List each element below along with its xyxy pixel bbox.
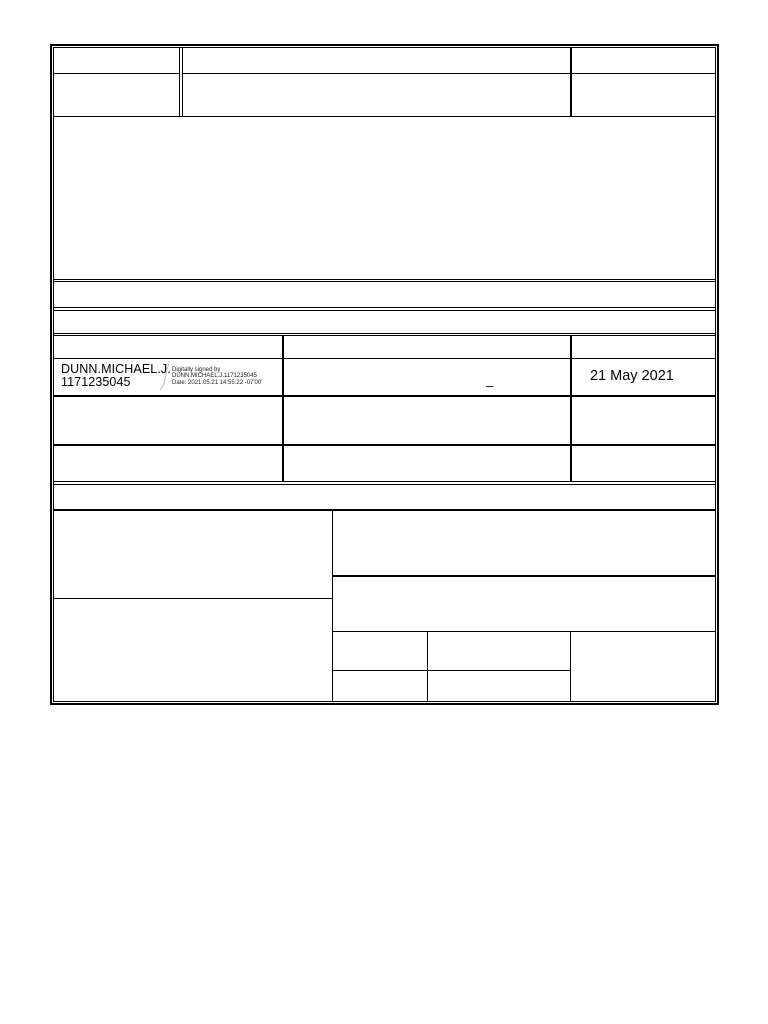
signature-details-line2: DUNN.MICHAEL.J.1171235045	[172, 373, 257, 380]
section-bar-1	[53, 281, 716, 308]
signature-details-line3: Date: 2021.05.21 14:55:22 -07'00'	[172, 379, 263, 386]
row-a-left	[53, 396, 283, 445]
bottom-right-upper	[332, 510, 716, 576]
field-cell-left	[53, 73, 180, 117]
row-a-right	[571, 396, 716, 445]
row-b-middle	[283, 445, 571, 482]
row-a-middle	[283, 396, 571, 445]
bottom-grid-cell-1	[332, 631, 428, 671]
large-text-area	[53, 116, 716, 280]
signature-name-line1: DUNN.MICHAEL.J.	[61, 362, 171, 376]
title-cell-text: –	[486, 378, 494, 393]
bottom-left-upper	[53, 510, 333, 599]
signature-header-cell	[53, 335, 283, 359]
title-cell	[283, 358, 571, 396]
signature-name-line2: 1171235045	[61, 375, 131, 389]
bottom-right-middle	[332, 576, 716, 632]
row-b-left	[53, 445, 283, 482]
row-b-right	[571, 445, 716, 482]
signature-details-line1: Digitally signed by	[172, 367, 221, 373]
signature-date: 21 May 2021	[590, 368, 674, 384]
bottom-grid-cell-3	[332, 670, 428, 702]
header-cell-middle	[182, 47, 571, 74]
bottom-grid-cell-4	[427, 670, 571, 702]
field-cell-right	[571, 73, 716, 117]
field-cell-middle	[182, 73, 571, 117]
bottom-left-lower	[53, 598, 333, 702]
header-cell-right	[571, 47, 716, 74]
section-bar-3	[53, 484, 716, 510]
section-bar-2	[53, 310, 716, 334]
title-header-cell	[283, 335, 571, 359]
signature-swoosh-icon	[158, 362, 172, 392]
bottom-grid-cell-2	[427, 631, 571, 671]
header-cell-left	[53, 47, 180, 74]
digital-signature-name	[61, 363, 171, 389]
digital-signature-details	[172, 367, 262, 386]
date-header-cell	[571, 335, 716, 359]
bottom-grid-cell-tall	[570, 631, 716, 702]
